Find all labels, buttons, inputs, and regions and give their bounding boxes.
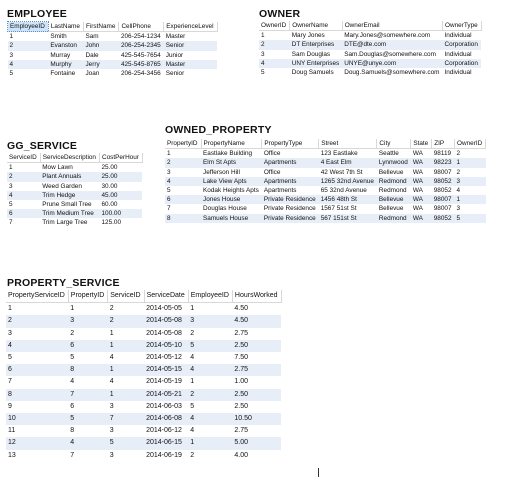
table-cell[interactable]: Redmond (377, 214, 411, 223)
table-cell[interactable]: WA (412, 205, 423, 213)
table-cell[interactable]: 4 (456, 187, 461, 195)
table-row[interactable] (6, 425, 281, 437)
table-row[interactable] (259, 59, 481, 68)
column-header[interactable]: PropertyType (262, 139, 319, 149)
table-cell[interactable]: 7 (8, 378, 12, 386)
table-cell[interactable]: 4.50 (232, 315, 281, 327)
table-cell[interactable]: DT Enterprises (290, 40, 342, 49)
table-cell[interactable]: 5 (9, 70, 14, 78)
table-cell[interactable]: 3 (109, 402, 114, 410)
table-cell[interactable]: Jerry (83, 60, 118, 69)
table-cell[interactable]: Prune Small Tree (42, 201, 92, 209)
table-cell[interactable]: 1 (190, 378, 195, 386)
table-row[interactable] (6, 328, 281, 340)
table-cell[interactable]: 12 (6, 437, 68, 449)
table-cell[interactable]: 5 (167, 187, 171, 195)
table-cell[interactable]: 3 (109, 427, 114, 435)
table-cell[interactable]: Joan (85, 70, 100, 78)
table-row[interactable] (7, 172, 142, 181)
table-cell[interactable]: Junior (165, 51, 184, 59)
table-row[interactable] (8, 69, 218, 78)
table-cell[interactable]: 2 (456, 168, 461, 176)
gg-service-table (7, 153, 143, 228)
table-row[interactable] (6, 340, 281, 352)
table-cell[interactable]: 4 (109, 354, 114, 362)
table-cell[interactable]: 5 (68, 413, 107, 425)
table-cell[interactable]: Sam.Douglas@somewhere.com (344, 50, 436, 58)
text-cursor (318, 468, 319, 477)
table-cell[interactable]: 4 (188, 413, 232, 425)
table-cell[interactable]: 2014-06-08 (144, 413, 188, 425)
table-cell[interactable]: 2 (6, 315, 68, 327)
table-cell[interactable]: Jefferson Hill (203, 168, 240, 176)
table-cell[interactable]: 98119 (433, 150, 452, 158)
table-cell[interactable]: WA (411, 158, 432, 167)
table-cell[interactable]: 2 (259, 40, 290, 49)
table-row[interactable] (6, 364, 281, 376)
table-cell[interactable]: Trim Large Tree (42, 219, 88, 227)
table-cell[interactable]: 98007 (432, 195, 455, 204)
table-cell[interactable]: 2014-06-03 (146, 402, 182, 410)
employee-title: EMPLOYEE (7, 8, 67, 20)
table-cell[interactable]: 6 (70, 402, 75, 410)
table-cell[interactable]: Master (164, 60, 217, 69)
column-header[interactable]: OwnerEmail (342, 21, 442, 31)
column-header[interactable]: PropertyID (165, 139, 201, 149)
table-row[interactable] (7, 209, 142, 218)
table-cell[interactable]: Private Residence (262, 195, 319, 204)
table-row[interactable] (8, 32, 218, 42)
table-row[interactable] (6, 315, 281, 327)
table-cell[interactable]: 2.50 (232, 340, 281, 352)
table-cell[interactable]: 2 (190, 451, 195, 459)
table-cell[interactable]: 206-254-3456 (120, 70, 161, 78)
table-cell[interactable]: 2014-05-19 (146, 378, 182, 386)
column-header[interactable]: ZIP (432, 139, 455, 149)
table-cell[interactable]: Individual (444, 69, 472, 77)
table-cell[interactable]: 98007 (433, 205, 452, 213)
table-cell[interactable]: 98007 (433, 168, 452, 176)
table-cell[interactable]: Individual (444, 32, 472, 40)
owned-property-table (165, 139, 486, 223)
column-header[interactable]: OwnerID (259, 21, 290, 31)
table-cell[interactable]: 3 (455, 177, 486, 186)
table-row[interactable] (259, 68, 481, 77)
column-header[interactable]: ServiceDate (144, 290, 188, 303)
table-cell[interactable]: 2.50 (232, 389, 281, 401)
table-cell[interactable]: 98052 (433, 187, 452, 195)
property-service-table (6, 290, 282, 462)
table-row[interactable] (7, 218, 142, 227)
table-cell[interactable]: 1 (108, 389, 144, 401)
table-cell[interactable]: Samuels House (201, 214, 262, 223)
table-cell[interactable]: 5 (9, 201, 13, 209)
table-cell[interactable]: Senior (164, 41, 217, 50)
table-cell[interactable]: 4 (70, 378, 75, 386)
column-header[interactable]: OwnerType (443, 21, 482, 31)
table-cell[interactable]: 11 (8, 427, 16, 435)
table-cell[interactable]: 65 32nd Avenue (320, 187, 367, 195)
column-header[interactable]: PropertyName (201, 139, 262, 149)
table-cell[interactable]: 2.75 (232, 364, 281, 376)
column-header[interactable]: City (377, 139, 411, 149)
table-cell[interactable]: 4 (109, 378, 114, 386)
table-cell[interactable]: WA (412, 168, 423, 176)
table-cell[interactable]: 206-254-1234 (120, 33, 161, 41)
table-cell[interactable]: 1 (455, 195, 486, 204)
table-row[interactable] (165, 168, 486, 177)
table-cell[interactable]: 2014-05-08 (146, 329, 182, 337)
table-cell[interactable]: Office (263, 168, 281, 176)
table-cell[interactable]: 98052 (432, 177, 455, 186)
table-cell[interactable]: 4 (190, 354, 195, 362)
table-cell[interactable]: 4 (6, 340, 68, 352)
table-cell[interactable]: Bellevue (378, 205, 404, 213)
table-row[interactable] (259, 50, 481, 59)
table-cell[interactable]: Eastlake Building (203, 150, 253, 158)
table-row[interactable] (259, 31, 481, 41)
table-cell[interactable]: 3 (68, 315, 107, 327)
column-header[interactable]: LastName (48, 22, 83, 32)
table-row[interactable] (6, 376, 281, 388)
column-header[interactable]: ExperienceLevel (164, 22, 217, 32)
table-cell[interactable]: 98223 (432, 158, 455, 167)
table-cell[interactable]: 2 (456, 150, 461, 158)
table-cell[interactable]: Senior (165, 70, 185, 78)
table-cell[interactable]: Master (165, 33, 186, 41)
table-cell[interactable]: 1 (109, 329, 114, 337)
table-row[interactable] (6, 389, 281, 401)
table-cell[interactable]: 2.75 (234, 427, 249, 435)
table-cell[interactable]: 13 (8, 451, 16, 459)
table-cell[interactable]: 42 West 7th St (320, 168, 363, 176)
table-cell[interactable]: 4 (68, 437, 107, 449)
table-cell[interactable]: 1 (108, 340, 144, 352)
table-cell[interactable]: UNY Enterprises (290, 59, 342, 68)
table-cell[interactable]: 7.50 (234, 354, 249, 362)
table-cell[interactable]: 2014-05-15 (144, 364, 188, 376)
table-cell[interactable]: Corporation (443, 40, 482, 49)
table-cell[interactable]: 9 (8, 402, 12, 410)
table-row[interactable] (8, 41, 218, 50)
table-cell[interactable]: 4 (188, 364, 232, 376)
table-cell[interactable]: Seattle (378, 150, 399, 158)
table-cell[interactable]: Doug.Samuels@somewhere.com (344, 69, 440, 77)
table-cell[interactable]: 4 (7, 191, 40, 200)
column-header[interactable]: ServiceID (7, 153, 40, 163)
owned-property-title: OWNED_PROPERTY (165, 124, 272, 136)
table-cell[interactable]: 7 (167, 205, 171, 213)
table-row[interactable] (6, 437, 281, 449)
table-cell[interactable]: 25.00 (101, 164, 118, 172)
table-cell[interactable]: 4 (259, 59, 290, 68)
table-cell[interactable]: Murphy (48, 60, 83, 69)
table-row[interactable] (165, 186, 486, 195)
table-row[interactable] (7, 191, 142, 200)
employee-table (7, 21, 218, 78)
table-cell[interactable]: 2 (190, 329, 195, 337)
table-row[interactable] (7, 200, 142, 209)
table-cell[interactable]: 1 (190, 305, 195, 313)
table-cell[interactable]: Kodak Heights Apts (203, 187, 259, 195)
table-cell[interactable]: Redmond (378, 187, 407, 195)
table-cell[interactable]: 5 (190, 402, 195, 410)
table-cell[interactable]: 7 (9, 219, 13, 227)
table-cell[interactable]: Elm St Apts (201, 158, 262, 167)
table-row[interactable] (165, 158, 486, 167)
column-header[interactable]: OwnerID (455, 139, 486, 149)
table-cell[interactable]: 2014-05-05 (146, 305, 182, 313)
table-cell[interactable]: Jones House (201, 195, 262, 204)
table-cell[interactable]: 2014-06-15 (144, 437, 188, 449)
table-cell[interactable]: Weed Garden (42, 182, 82, 190)
table-cell[interactable]: 2014-05-10 (144, 340, 188, 352)
table-cell[interactable]: 206-254-2345 (119, 41, 164, 50)
table-cell[interactable]: 5 (8, 354, 12, 362)
table-cell[interactable]: 2.75 (234, 329, 249, 337)
column-header[interactable]: FirstName (83, 22, 118, 32)
table-cell[interactable]: Mary Jones (291, 32, 325, 40)
table-cell[interactable]: Apartments (262, 158, 319, 167)
column-header[interactable]: OwnerName (290, 21, 342, 31)
table-row[interactable] (165, 177, 486, 186)
table-cell[interactable]: 6 (6, 364, 68, 376)
table-cell[interactable]: 6 (7, 209, 40, 218)
table-cell[interactable]: 1567 51st St (320, 205, 357, 213)
table-cell[interactable]: 6 (68, 340, 107, 352)
table-cell[interactable]: Bellevue (377, 195, 411, 204)
table-cell[interactable]: 1 (9, 33, 14, 41)
table-cell[interactable]: 5 (188, 340, 232, 352)
table-cell[interactable]: 6 (165, 195, 201, 204)
column-header[interactable]: ServiceDescription (40, 153, 99, 163)
table-cell[interactable]: 567 151st St (319, 214, 377, 223)
table-row[interactable] (6, 413, 281, 425)
table-cell[interactable]: Sam Douglas (291, 50, 331, 58)
table-cell[interactable]: 10 (6, 413, 68, 425)
table-row[interactable] (165, 214, 486, 223)
table-cell[interactable]: 25.00 (99, 172, 142, 181)
table-cell[interactable]: 5 (261, 69, 265, 77)
table-cell[interactable]: 1.00 (234, 378, 249, 386)
table-cell[interactable]: 2014-05-21 (144, 389, 188, 401)
table-cell[interactable]: 2 (70, 329, 75, 337)
table-cell[interactable]: 2 (109, 305, 114, 313)
table-cell[interactable]: 3 (8, 329, 12, 337)
column-header[interactable]: CostPerHour (99, 153, 142, 163)
table-cell[interactable]: 2014-06-12 (146, 427, 182, 435)
table-row[interactable] (6, 401, 281, 413)
table-cell[interactable]: Private Residence (262, 214, 319, 223)
table-cell[interactable]: 10.50 (232, 413, 281, 425)
table-cell[interactable]: 1265 32nd Avenue (319, 177, 377, 186)
table-cell[interactable]: 3 (167, 168, 171, 176)
column-header[interactable]: EmployeeID (188, 290, 232, 303)
table-cell[interactable]: 7 (70, 451, 75, 459)
table-cell[interactable]: 4.50 (234, 305, 249, 313)
table-cell[interactable]: 4 (190, 427, 195, 435)
table-row[interactable] (8, 51, 218, 60)
table-cell[interactable]: 2 (7, 172, 40, 181)
table-cell[interactable]: UNYE@unye.com (342, 59, 442, 68)
table-cell[interactable]: Trim Hedge (40, 191, 99, 200)
table-cell[interactable]: Murray (50, 51, 71, 59)
table-cell[interactable]: 5 (108, 437, 144, 449)
table-row[interactable] (165, 149, 486, 159)
table-cell[interactable]: 2014-05-08 (144, 315, 188, 327)
table-cell[interactable]: John (83, 41, 118, 50)
column-header[interactable]: PropertyServiceID (6, 290, 68, 303)
table-cell[interactable]: Fontaine (50, 70, 76, 78)
table-cell[interactable]: 2 (108, 315, 144, 327)
table-row[interactable] (6, 303, 281, 316)
table-cell[interactable]: Mary.Jones@somewhere.com (344, 32, 431, 40)
table-row[interactable] (259, 40, 481, 49)
table-cell[interactable]: WA (412, 187, 423, 195)
table-cell[interactable]: 4.00 (234, 451, 249, 459)
table-cell[interactable]: Lynnwood (377, 158, 411, 167)
column-header[interactable]: ServiceID (108, 290, 144, 303)
column-header[interactable]: EmployeeID (8, 22, 49, 32)
table-cell[interactable]: 1456 48th St (319, 195, 377, 204)
owner-table (259, 21, 482, 77)
table-cell[interactable]: 123 Eastlake (320, 150, 358, 158)
table-cell[interactable]: 45.00 (99, 191, 142, 200)
column-header[interactable]: Street (319, 139, 377, 149)
table-cell[interactable]: Apartments (263, 187, 297, 195)
table-cell[interactable]: WA (411, 177, 432, 186)
table-cell[interactable]: 3 (9, 182, 13, 190)
table-cell[interactable]: 7 (68, 389, 107, 401)
table-cell[interactable]: Doug Samuels (291, 69, 334, 77)
owner-title: OWNER (259, 8, 301, 20)
table-cell[interactable]: 8 (6, 389, 68, 401)
table-cell[interactable]: Lake View Apts (201, 177, 262, 186)
table-cell[interactable]: 125.00 (101, 219, 122, 227)
table-cell[interactable]: 4 (165, 177, 201, 186)
table-cell[interactable]: 98052 (432, 214, 455, 223)
table-cell[interactable]: 8 (165, 214, 201, 223)
table-cell[interactable]: 30.00 (101, 182, 118, 190)
table-cell[interactable]: WA (411, 214, 432, 223)
column-header[interactable]: State (411, 139, 432, 149)
column-header[interactable]: HoursWorked (232, 290, 281, 303)
table-cell[interactable]: 3 (261, 50, 265, 58)
table-cell[interactable]: Mow Lawn (42, 164, 73, 172)
table-cell[interactable]: 1 (70, 305, 75, 313)
gg-service-title: GG_SERVICE (7, 140, 78, 152)
table-cell[interactable]: 2 (165, 158, 201, 167)
table-cell[interactable]: Redmond (377, 177, 411, 186)
table-cell[interactable]: Office (263, 150, 281, 158)
table-cell[interactable]: 1 (261, 32, 265, 40)
table-cell[interactable]: WA (412, 150, 423, 158)
table-cell[interactable]: Bellevue (378, 168, 404, 176)
table-cell[interactable]: 1 (167, 150, 171, 158)
table-cell[interactable]: 425-545-8765 (119, 60, 164, 69)
table-cell[interactable]: Apartments (262, 177, 319, 186)
table-cell[interactable]: Individual (444, 50, 472, 58)
table-cell[interactable]: 5.00 (232, 437, 281, 449)
table-cell[interactable]: 4 East Elm (319, 158, 377, 167)
table-cell[interactable]: Private Residence (263, 205, 316, 213)
table-cell[interactable]: 3 (456, 205, 461, 213)
table-row[interactable] (7, 163, 142, 173)
table-cell[interactable]: DTE@dte.com (342, 40, 442, 49)
table-cell[interactable]: 3 (109, 451, 114, 459)
table-cell[interactable]: 100.00 (99, 209, 142, 218)
table-cell[interactable]: 8 (68, 364, 107, 376)
table-cell[interactable]: 3 (9, 51, 14, 59)
table-cell[interactable]: 2.50 (234, 402, 249, 410)
table-cell[interactable]: 1 (455, 158, 486, 167)
table-cell[interactable]: 5 (455, 214, 486, 223)
table-cell[interactable]: 1 (8, 305, 12, 313)
table-cell[interactable]: Evanston (48, 41, 83, 50)
table-cell[interactable]: 2 (188, 389, 232, 401)
table-cell[interactable]: 425-545-7654 (120, 51, 161, 59)
table-cell[interactable]: 7 (108, 413, 144, 425)
table-cell[interactable]: 5 (70, 354, 75, 362)
table-row[interactable] (8, 60, 218, 69)
table-cell[interactable]: Plant Annuals (40, 172, 99, 181)
table-cell[interactable]: Dale (85, 51, 99, 59)
table-cell[interactable]: 8 (70, 427, 75, 435)
table-cell[interactable]: WA (411, 195, 432, 204)
table-row[interactable] (6, 450, 281, 462)
table-cell[interactable]: Sam (85, 33, 99, 41)
table-cell[interactable]: Trim Medium Tree (40, 209, 99, 218)
table-cell[interactable]: 3 (188, 315, 232, 327)
table-cell[interactable]: 2014-06-19 (146, 451, 182, 459)
column-header[interactable]: CellPhone (119, 22, 164, 32)
table-row[interactable] (6, 352, 281, 364)
table-cell[interactable]: Douglas House (203, 205, 247, 213)
table-cell[interactable]: 1 (108, 364, 144, 376)
property-service-title: PROPERTY_SERVICE (7, 277, 120, 289)
table-row[interactable] (165, 204, 486, 213)
table-cell[interactable]: 60.00 (101, 201, 118, 209)
table-cell[interactable]: 4 (8, 60, 49, 69)
column-header[interactable]: PropertyID (68, 290, 107, 303)
table-row[interactable] (7, 182, 142, 191)
table-cell[interactable]: 2 (8, 41, 49, 50)
table-cell[interactable]: 1 (9, 164, 13, 172)
table-cell[interactable]: 2014-05-12 (146, 354, 182, 362)
table-cell[interactable]: Corporation (443, 59, 482, 68)
table-row[interactable] (165, 195, 486, 204)
table-cell[interactable]: Smith (50, 33, 67, 41)
table-cell[interactable]: 1 (188, 437, 232, 449)
